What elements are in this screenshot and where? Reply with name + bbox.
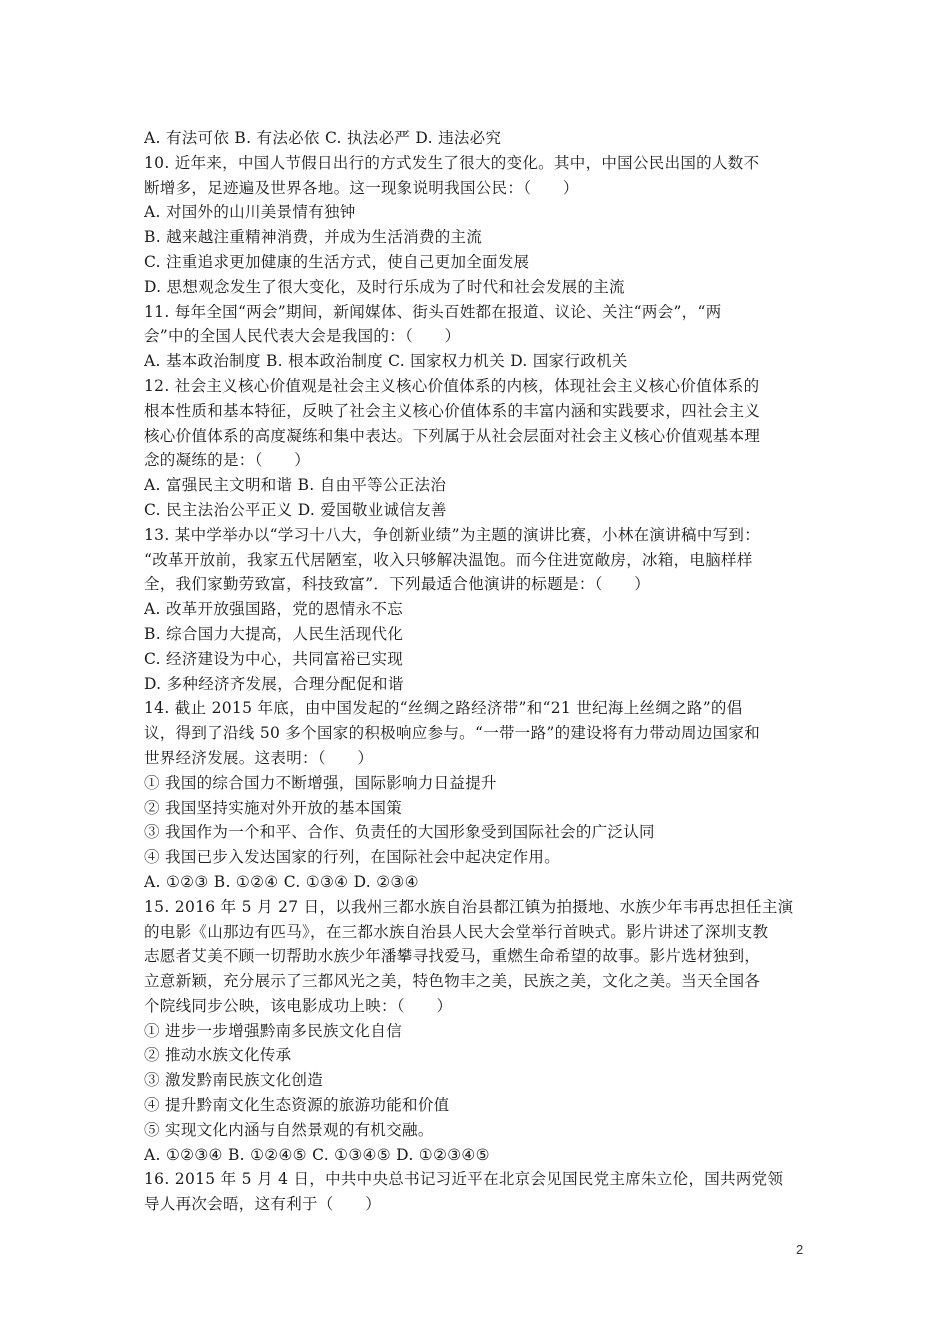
text-line: ③ 激发黔南民族文化创造	[144, 1071, 324, 1090]
text-line: 根本性质和基本特征，反映了社会主义核心价值体系的丰富内涵和实践要求，四社会主义	[144, 401, 761, 420]
text-line: 13. 某中学举办以“学习十八大，争创新业绩”为主题的演讲比赛，小林在演讲稿中写到：	[144, 525, 761, 544]
text-line: C. 注重追求更加健康的生活方式，使自己更加全面发展	[144, 252, 530, 271]
text-line: ④ 我国已步入发达国家的行列，在国际社会中起决定作用。	[144, 848, 561, 867]
text-line: 立意新颖，充分展示了三都风光之美，特色物丰之美，民族之美，文化之美。当天全国各	[144, 972, 761, 991]
text-line: 全，我们家勤劳致富，科技致富”．下列最适合他演讲的标题是：（ ）	[144, 575, 651, 594]
text-line: A. 改革开放强国路，党的恩情永不忘	[144, 600, 403, 619]
text-line: 16. 2015 年 5 月 4 日，中共中央总书记习近平在北京会见国民党主席朱立伦，国共两党领	[144, 1170, 784, 1189]
text-line: 会”中的全国人民代表大会是我国的：（ ）	[144, 327, 461, 346]
text-line: A. 有法可依 B. 有法必依 C. 执法必严 D. 违法必究	[144, 129, 502, 147]
text-line: 断增多，足迹遍及世界各地。这一现象说明我国公民：（ ）	[144, 178, 579, 197]
text-line: B. 越来越注重精神消费，并成为生活消费的主流	[144, 228, 483, 247]
text-line: ④ 提升黔南文化生态资源的旅游功能和价值	[144, 1096, 450, 1115]
text-line: A. ①②③④ B. ①②④⑤ C. ①③④⑤ D. ①②③④⑤	[144, 1145, 490, 1164]
text-line: 核心价值体系的高度凝练和集中表达。下列属于从社会层面对社会主义核心价值观基本理	[144, 426, 761, 445]
text-line: C. 民主法治公平正义 D. 爱国敬业诚信友善	[144, 500, 447, 519]
text-line: D. 多种经济齐发展，合理分配促和谐	[144, 674, 404, 693]
text-line: ⑤ 实现文化内涵与自然景观的有机交融。	[144, 1120, 434, 1139]
text-line: A. 基本政治制度 B. 根本政治制度 C. 国家权力机关 D. 国家行政机关	[144, 352, 628, 371]
text-line: 个院线同步公映，该电影成功上映：（ ）	[144, 996, 453, 1015]
text-line: A. 对国外的山川美景情有独钟	[144, 203, 356, 222]
text-line: 11. 每年全国“两会”期间，新闻媒体、街头百姓都在报道、议论、关注“两会”，“两	[144, 302, 722, 321]
text-line: B. 综合国力大提高，人民生活现代化	[144, 624, 404, 643]
text-line: 的电影《山那边有匹马》，在三都水族自治县人民大会堂举行首映式。影片讲述了深圳支教	[144, 922, 769, 941]
page-number: 2	[796, 1242, 804, 1257]
text-line: ① 我国的综合国力不断增强，国际影响力日益提升	[144, 773, 497, 792]
text-line: D. 思想观念发生了很大变化，及时行乐成为了时代和社会发展的主流	[144, 277, 625, 296]
text-line: 念的凝练的是：（ ）	[144, 451, 311, 470]
text-line: ③ 我国作为一个和平、合作、负责任的大国形象受到国际社会的广泛认同	[144, 823, 655, 842]
question-text-block	[144, 126, 816, 1217]
text-line: A. 富强民主文明和谐 B. 自由平等公正法治	[144, 476, 447, 495]
text-line: C. 经济建设为中心，共同富裕已实现	[144, 649, 404, 668]
text-line: 14. 截止 2015 年底，由中国发起的“丝绸之路经济带”和“21 世纪海上丝绸之路”的倡	[144, 699, 743, 718]
text-line: ② 推动水族文化传承	[144, 1046, 292, 1065]
text-line: 导人再次会晤，这有利于（ ）	[144, 1195, 382, 1214]
text-line: ② 我国坚持实施对外开放的基本国策	[144, 798, 403, 817]
text-line: “改革开放前，我家五代居陋室，收入只够解决温饱。而今住进宽敞房，冰箱，电脑样样	[144, 550, 753, 569]
text-line: 议，得到了沿线 50 多个国家的积极响应参与。“一带一路”的建设将有力带动周边国家和	[144, 724, 761, 743]
text-line: 15. 2016 年 5 月 27 日，以我州三都水族自治县都江镇为拍摄地、水族少年韦再忠担任主演	[144, 897, 794, 916]
text-line: 12. 社会主义核心价值观是社会主义核心价值体系的内核，体现社会主义核心价值体系的	[144, 376, 760, 395]
text-line: A. ①②③ B. ①②④ C. ①③④ D. ②③④	[144, 872, 419, 891]
text-line: 10. 近年来，中国人节假日出行的方式发生了很大的变化。其中，中国公民出国的人数不	[144, 153, 760, 172]
text-line: ① 进步一步增强黔南多民族文化自信	[144, 1021, 403, 1040]
text-line: 世界经济发展。这表明：（ ）	[144, 748, 374, 767]
text-line: 志愿者艾美不顾一切帮助水族少年潘攀寻找爱马，重燃生命希望的故事。影片选材独到，	[144, 947, 761, 966]
